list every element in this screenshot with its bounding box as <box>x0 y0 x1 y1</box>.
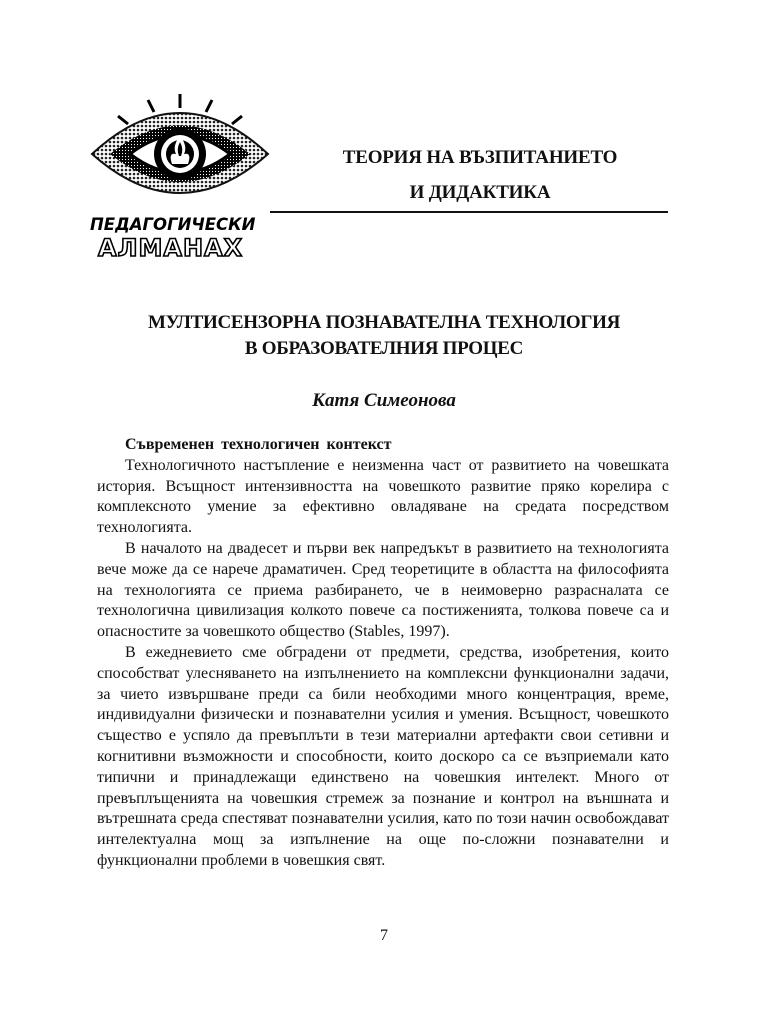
section-title: ТЕОРИЯ НА ВЪЗПИТАНИЕТО <box>342 147 618 168</box>
author-name: Катя Симеонова <box>312 390 456 411</box>
page-number: 7 <box>380 927 388 944</box>
svg-text:ПЕДАГОГИЧЕСКИ: ПЕДАГОГИЧЕСКИ <box>90 215 256 234</box>
section-subtitle: И ДИДАКТИКА <box>409 182 551 203</box>
body-paragraph: Технологичното настъпление е неизменна част от развитието на човешката история. Всъщност интензивността на човешкото развитие пряко корелира с комплексното умение за ефективно овладяване на средата посредством технологията. <box>97 456 669 537</box>
almanac-logo <box>88 92 272 262</box>
svg-text:АЛМАНАХ: АЛМАНАХ <box>98 234 244 262</box>
article-body <box>97 435 669 872</box>
article-title-line-2: В ОБРАЗОВАТЕЛНИЯ ПРОЦЕС <box>244 338 524 359</box>
eye-logo-icon <box>88 92 272 262</box>
article-title-line-1: МУЛТИСЕНЗОРНА ПОЗНАВАТЕЛНА ТЕХНОЛОГИЯ <box>147 312 621 333</box>
body-paragraph: В началото на двадесет и първи век напредъкът в развитието на технологията вече може да се нарече драматичен. Сред теоретиците в областта на философията на технологията се приема разбирането, че в неимоверно разрасналата се технологична цивилизация колкото повече са постиженията, толкова повече са и опасностите за човешкото общество (Stables, 1997). <box>97 539 669 641</box>
section-subheading: Съвременен технологичен контекст <box>125 436 392 453</box>
header-rule <box>270 211 668 213</box>
body-paragraph: В ежедневието сме обградени от предмети, средства, изобретения, които способстват улесняването на изпълнението на комплексни функционални задачи, за чието извършване преди са били необходими много концентрация, време, индивидуални физически и познавателни усилия и умения. Всъщност, човешкото същество е успяло да превъплъти в тези материални артефакти свои сетивни и когнитивни възможности и способности, които доскоро са се възприемали като типични и принадлежащи единствено на човешкия интелект. Много от превъплъщенията на човешкия стремеж за познание и контрол на външната и вътрешната среда спестяват познавателни усилия, като по този начин освобождават интелектуална мощ за изпълнение на още по-сложни познавателни и функционални проблеми в човешкия свят. <box>97 643 669 869</box>
